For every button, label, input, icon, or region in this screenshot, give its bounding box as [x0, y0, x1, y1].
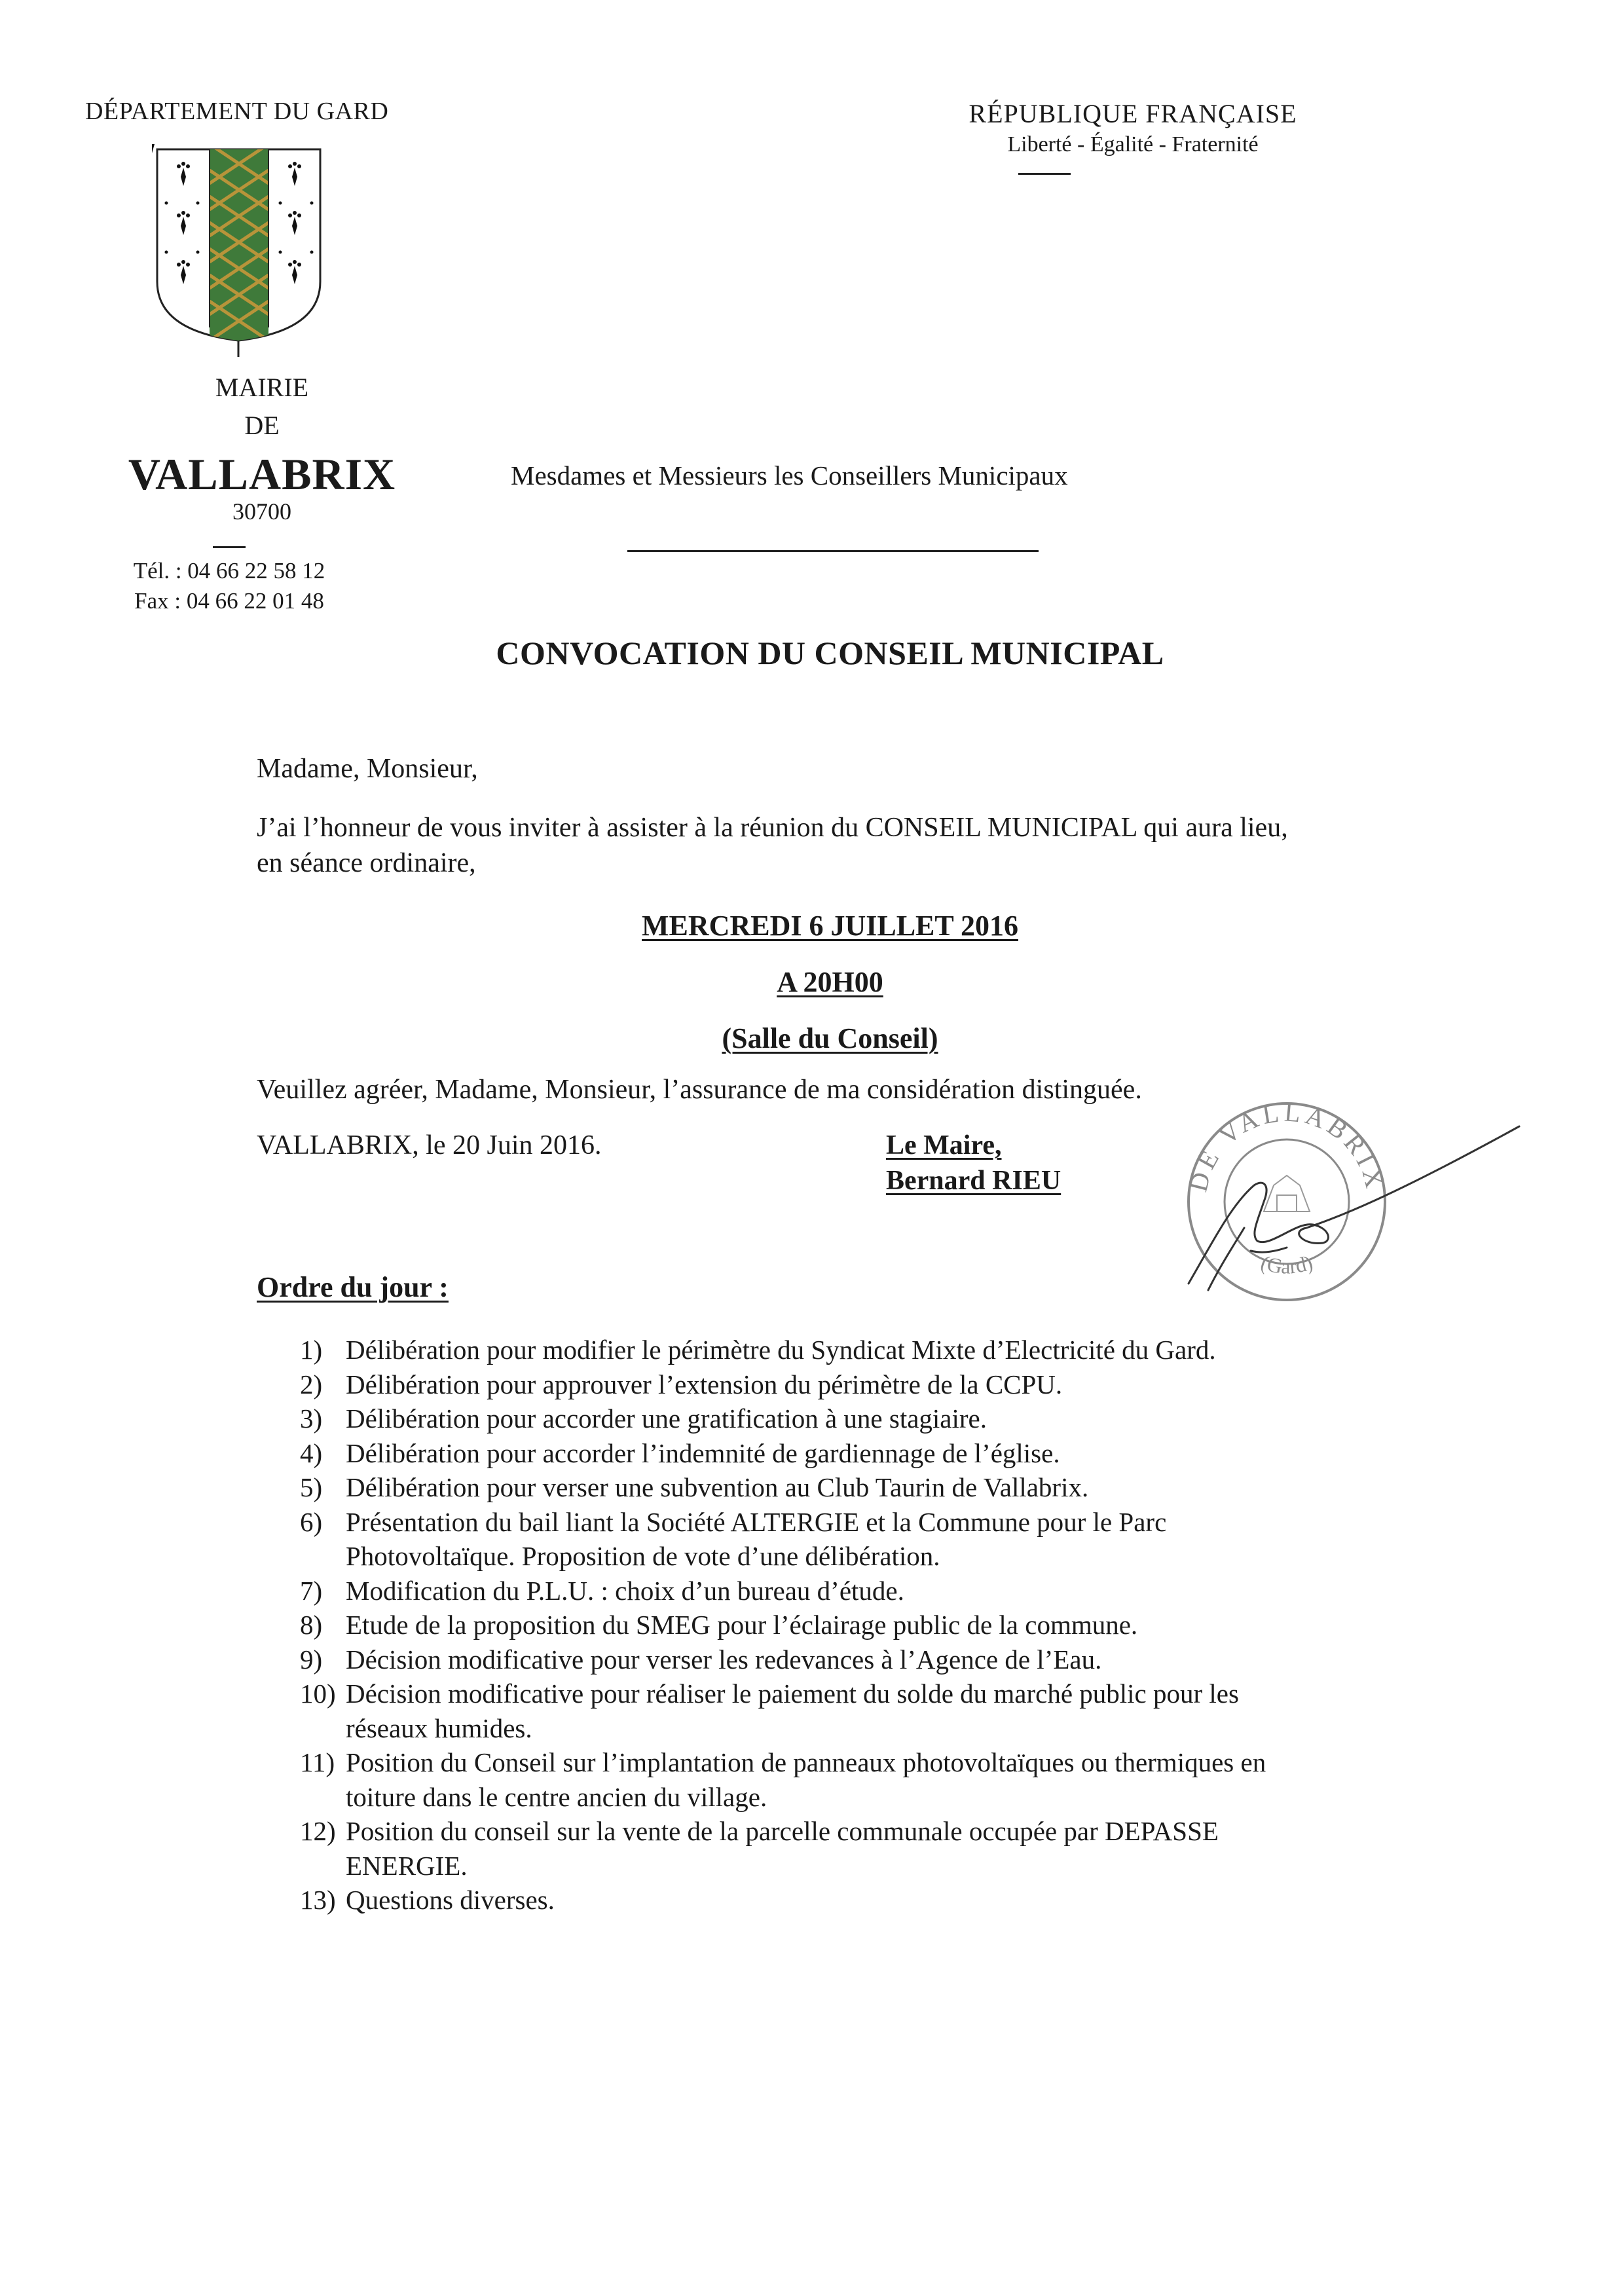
coat-of-arms-logo [152, 144, 325, 360]
republic-label: RÉPUBLIQUE FRANÇAISE [969, 99, 1297, 128]
agenda-item-number: 7) [300, 1575, 323, 1606]
list-item [300, 1333, 1439, 1367]
list-item [300, 1814, 1439, 1883]
closing-formula: Veuillez agréer, Madame, Monsieur, l’assurance de ma considération distinguée. [257, 1075, 1142, 1105]
agenda-item-line: Position du Conseil sur l’implantation de panneaux photovoltaïques ou thermiques en [346, 1747, 1266, 1777]
agenda-item-text [346, 1883, 1439, 1917]
agenda-item-line: Décision modificative pour réaliser le paiement du solde du marché public pour les [346, 1678, 1239, 1709]
agenda-item-line: Modification du P.L.U. : choix d’un bureau d’étude. [346, 1575, 904, 1606]
agenda-item-text [346, 1814, 1439, 1883]
town-name: VALLABRIX [128, 449, 396, 499]
agenda-item-number: 6) [300, 1506, 323, 1537]
meeting-room: (Salle du Conseil) [722, 1022, 938, 1054]
agenda-item-line: ENERGIE. [346, 1850, 468, 1881]
agenda-item-number: 11) [300, 1747, 335, 1777]
document-title: CONVOCATION DU CONSEIL MUNICIPAL [496, 635, 1164, 671]
list-item [300, 1676, 1439, 1745]
agenda-item-number: 4) [300, 1437, 323, 1468]
stamp-text-top: DE VALLABRIX [1183, 1097, 1391, 1195]
list-item [300, 1883, 1439, 1917]
agenda-item-number: 1) [300, 1335, 323, 1365]
agenda-item-text [346, 1642, 1439, 1677]
list-item [300, 1470, 1439, 1505]
divider [1018, 173, 1071, 175]
list-item [300, 1367, 1439, 1402]
list-item [300, 1574, 1439, 1608]
list-item [300, 1401, 1439, 1436]
agenda-item-text [346, 1608, 1439, 1642]
agenda-item-text [346, 1470, 1439, 1505]
agenda-item-line: Etude de la proposition du SMEG pour l’éclairage public de la commune. [346, 1610, 1138, 1640]
divider [213, 546, 246, 548]
de-label: DE [244, 411, 280, 440]
list-item [300, 1608, 1439, 1642]
department-label: DÉPARTEMENT DU GARD [85, 98, 389, 125]
agenda-item-text [346, 1367, 1439, 1402]
intro-line: J’ai l’honneur de vous inviter à assister à la réunion du CONSEIL MUNICIPAL qui aura lieu, [257, 813, 1288, 843]
agenda-item-line: réseaux humides. [346, 1713, 532, 1743]
agenda-item-text [346, 1333, 1439, 1367]
list-item [300, 1436, 1439, 1471]
agenda-item-text [346, 1401, 1439, 1436]
agenda-item-line: Délibération pour accorder l’indemnité de gardiennage de l’église. [346, 1437, 1060, 1468]
republic-motto: Liberté - Égalité - Fraternité [1007, 132, 1259, 157]
signatory-name: Bernard RIEU [886, 1166, 1061, 1196]
agenda-list [300, 1333, 1439, 1917]
agenda-item-line: toiture dans le centre ancien du village. [346, 1781, 767, 1812]
meeting-time: A 20H00 [777, 966, 883, 998]
fax-number: Fax : 04 66 22 01 48 [134, 588, 324, 614]
agenda-item-line: Photovoltaïque. Proposition de vote d’une délibération. [346, 1541, 940, 1571]
list-item [300, 1505, 1439, 1574]
agenda-item-line: Présentation du bail liant la Société ALTERGIE et la Commune pour le Parc [346, 1506, 1167, 1537]
divider [627, 550, 1039, 552]
agenda-item-number: 5) [300, 1472, 323, 1502]
mairie-label: MAIRIE [215, 373, 309, 402]
agenda-item-number: 9) [300, 1644, 323, 1675]
agenda-item-number: 8) [300, 1610, 323, 1640]
signatory-title: Le Maire, [886, 1130, 1002, 1160]
agenda-item-number: 2) [300, 1369, 323, 1399]
agenda-item-line: Délibération pour approuver l’extension du périmètre de la CCPU. [346, 1369, 1063, 1399]
agenda-item-number: 12) [300, 1816, 336, 1846]
agenda-item-number: 3) [300, 1403, 323, 1434]
agenda-item-number: 13) [300, 1885, 336, 1915]
place-and-date: VALLABRIX, le 20 Juin 2016. [257, 1130, 602, 1160]
agenda-item-line: Position du conseil sur la vente de la parcelle communale occupée par DEPASSE [346, 1816, 1219, 1846]
agenda-item-number: 10) [300, 1678, 336, 1709]
agenda-heading: Ordre du jour : [257, 1271, 449, 1303]
agenda-item-text [346, 1676, 1439, 1745]
postal-code: 30700 [232, 498, 291, 525]
phone-number: Tél. : 04 66 22 58 12 [133, 558, 325, 583]
meeting-date: MERCREDI 6 JUILLET 2016 [642, 910, 1018, 942]
list-item [300, 1745, 1439, 1814]
list-item [300, 1642, 1439, 1677]
agenda-item-line: Délibération pour verser une subvention au Club Taurin de Vallabrix. [346, 1472, 1089, 1502]
agenda-item-text [346, 1505, 1439, 1574]
agenda-item-text [346, 1436, 1439, 1471]
agenda-item-line: Délibération pour modifier le périmètre du Syndicat Mixte d’Electricité du Gard. [346, 1335, 1216, 1365]
agenda-item-line: Délibération pour accorder une gratification à une stagiaire. [346, 1403, 987, 1434]
svg-text:DE VALLABRIX [1183, 1097, 1391, 1194]
svg-text:(Gard) [1258, 1250, 1316, 1278]
salutation: Madame, Monsieur, [257, 754, 478, 784]
addressee: Mesdames et Messieurs les Conseillers Municipaux [511, 460, 1068, 491]
intro-line: en séance ordinaire, [257, 848, 476, 878]
stamp-text-bottom: (Gard) [1257, 1250, 1316, 1278]
mayor-stamp-and-signature [1172, 1087, 1526, 1323]
agenda-item-text [346, 1745, 1439, 1814]
agenda-item-line: Décision modificative pour verser les redevances à l’Agence de l’Eau. [346, 1644, 1102, 1675]
agenda-item-text [346, 1574, 1439, 1608]
agenda-item-line: Questions diverses. [346, 1885, 555, 1915]
